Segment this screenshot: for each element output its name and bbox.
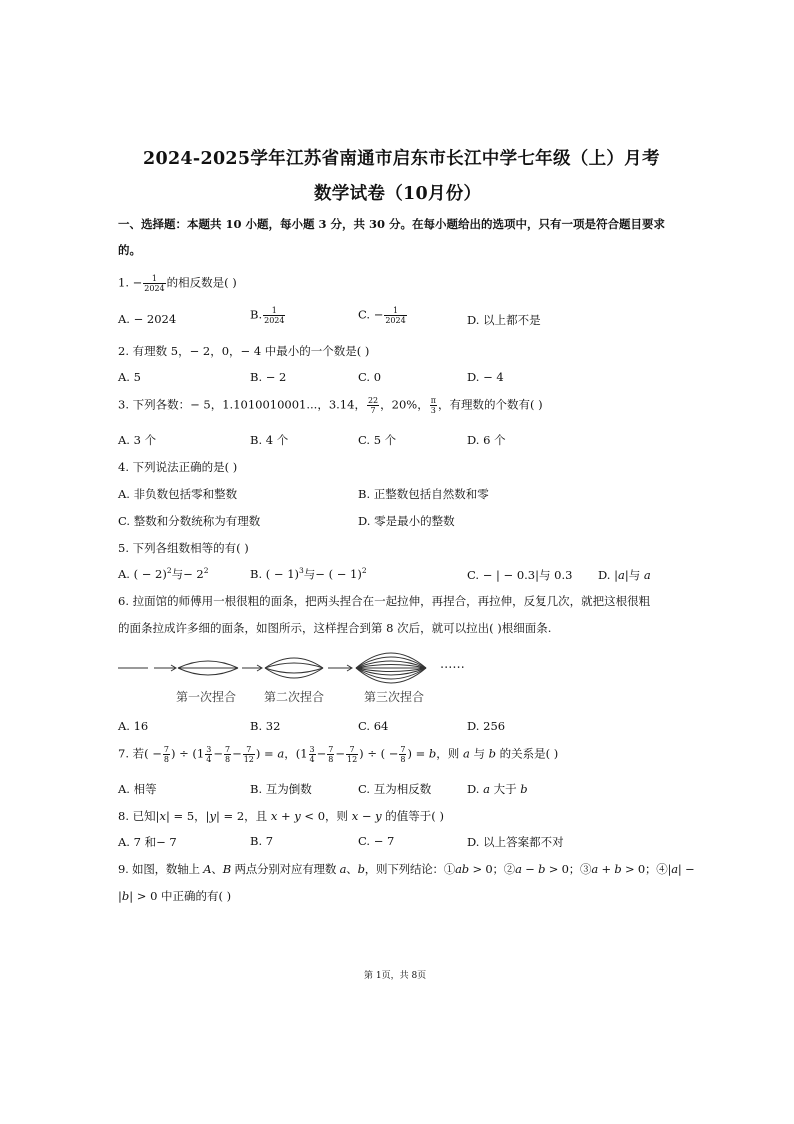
q1-option-b: B. $\frac{1}{2024}$ bbox=[250, 306, 285, 325]
q6-option-d: D. 256 bbox=[467, 719, 506, 733]
fraction: $\frac{1}{2024}$ bbox=[144, 274, 165, 293]
question-2: 2. 有理数 5，− 2，0，− 4 中最小的一个数是( ) bbox=[118, 344, 370, 358]
question-3: 3. 下列各数：− 5，1.1010010001...，3.14， $\frac{22}{7}$ ，20%， $\frac{\pi}{3}$ ，有理数的个数有( ) bbox=[118, 396, 543, 415]
q4-option-d: D. 零是最小的整数 bbox=[358, 514, 455, 528]
figure-ellipsis: ······ bbox=[440, 661, 465, 676]
question-5: 5. 下列各组数相等的有( ) bbox=[118, 541, 249, 555]
q2-option-c: C. 0 bbox=[358, 370, 382, 384]
q4-option-a: A. 非负数包括零和整数 bbox=[118, 487, 238, 501]
q7-option-c: C. 互为相反数 bbox=[358, 782, 432, 796]
q7-option-b: B. 互为倒数 bbox=[250, 782, 312, 796]
q3-option-a: A. 3 个 bbox=[118, 433, 157, 447]
figure-label-2: 第二次捏合 bbox=[264, 690, 325, 704]
q5-option-c: C. − | − 0.3|与 0.3 bbox=[467, 568, 573, 582]
page-footer: 第 1页，共 8页 bbox=[364, 971, 427, 981]
question-8: 8. 已知|x| = 5，|y| = 2，且 x + y < 0，则 x − y 的值等于( ) bbox=[118, 809, 444, 823]
q6-option-c: C. 64 bbox=[358, 719, 389, 733]
q4-option-c: C. 整数和分数统称为有理数 bbox=[118, 514, 261, 528]
question-7: 7. 若( − $\frac{7}{8}$ ) ÷ (1 $\frac{3}{4}$ − $\frac{7}{8}$ − $\frac{7}{12}$ ) = a，(1 $\frac{3}{4}$ − $\frac{7}{8}$ − $\frac{7}{12}$ ) ÷ ( − $\frac{7}{8}$ ) = b，则 a 与 b 的关系是( ) bbox=[118, 745, 559, 764]
question-6: 6. 拉面馆的师傅用一根很粗的面条，把两头捏合在一起拉伸，再捏合，再拉伸，反复几次，就把这根很粗 bbox=[118, 594, 651, 608]
figure-label-1: 第一次捏合 bbox=[176, 690, 237, 704]
q3-option-d: D. 6 个 bbox=[467, 433, 506, 447]
question-9: 9. 如图，数轴上 A、B 两点分别对应有理数 a、b，则下列结论：①ab > 0；②a − b > 0；③a + b > 0；④|a| − bbox=[118, 862, 695, 876]
q6-option-a: A. 16 bbox=[118, 719, 149, 733]
q3-option-c: C. 5 个 bbox=[358, 433, 397, 447]
q5-option-a: A. ( − 2)$^2$与− $2^2$ bbox=[118, 566, 209, 581]
q5-option-b: B. ( − 1)$^3$与− ( − 1)$^2$ bbox=[250, 566, 367, 581]
q6-option-b: B. 32 bbox=[250, 719, 281, 733]
q8-option-d: D. 以上答案都不对 bbox=[467, 835, 564, 849]
q2-option-a: A. 5 bbox=[118, 370, 141, 384]
q8-option-a: A. 7 和− 7 bbox=[118, 835, 177, 849]
q7-option-a: A. 相等 bbox=[118, 782, 157, 796]
q2-option-b: B. − 2 bbox=[250, 370, 287, 384]
page-subtitle: 数学试卷（10月份） bbox=[314, 184, 482, 204]
section-intro-cont: 的。 bbox=[118, 243, 141, 257]
page-title: 2024-2025学年江苏省南通市启东市长江中学七年级（上）月考 bbox=[143, 149, 660, 169]
q8-option-b: B. 7 bbox=[250, 834, 274, 848]
q4-option-b: B. 正整数包括自然数和零 bbox=[358, 487, 489, 501]
q1-option-c: C. − $\frac{1}{2024}$ bbox=[358, 306, 406, 325]
question-6-cont: 的面条拉成许多细的面条，如图所示，这样捏合到第 8 次后，就可以拉出( )根细面条. bbox=[118, 621, 552, 635]
question-1: 1. − $\frac{1}{2024}$ 的相反数是( ) bbox=[118, 274, 237, 293]
q3-option-b: B. 4 个 bbox=[250, 433, 289, 447]
question-9-cont: |b| > 0 中正确的有( ) bbox=[118, 889, 232, 903]
figure-label-3: 第三次捏合 bbox=[364, 690, 425, 704]
q1-option-a: A. − 2024 bbox=[118, 312, 177, 326]
q2-option-d: D. − 4 bbox=[467, 370, 504, 384]
q7-option-d: D. a 大于 b bbox=[467, 782, 528, 796]
question-4: 4. 下列说法正确的是( ) bbox=[118, 460, 238, 474]
q8-option-c: C. − 7 bbox=[358, 834, 395, 848]
q1-option-d: D. 以上都不是 bbox=[467, 313, 541, 327]
q5-option-d: D. |a|与 a bbox=[598, 568, 651, 582]
section-intro: 一、选择题：本题共 10 小题，每小题 3 分，共 30 分。在每小题给出的选项中，只有一项是符合题目要求 bbox=[118, 217, 666, 231]
